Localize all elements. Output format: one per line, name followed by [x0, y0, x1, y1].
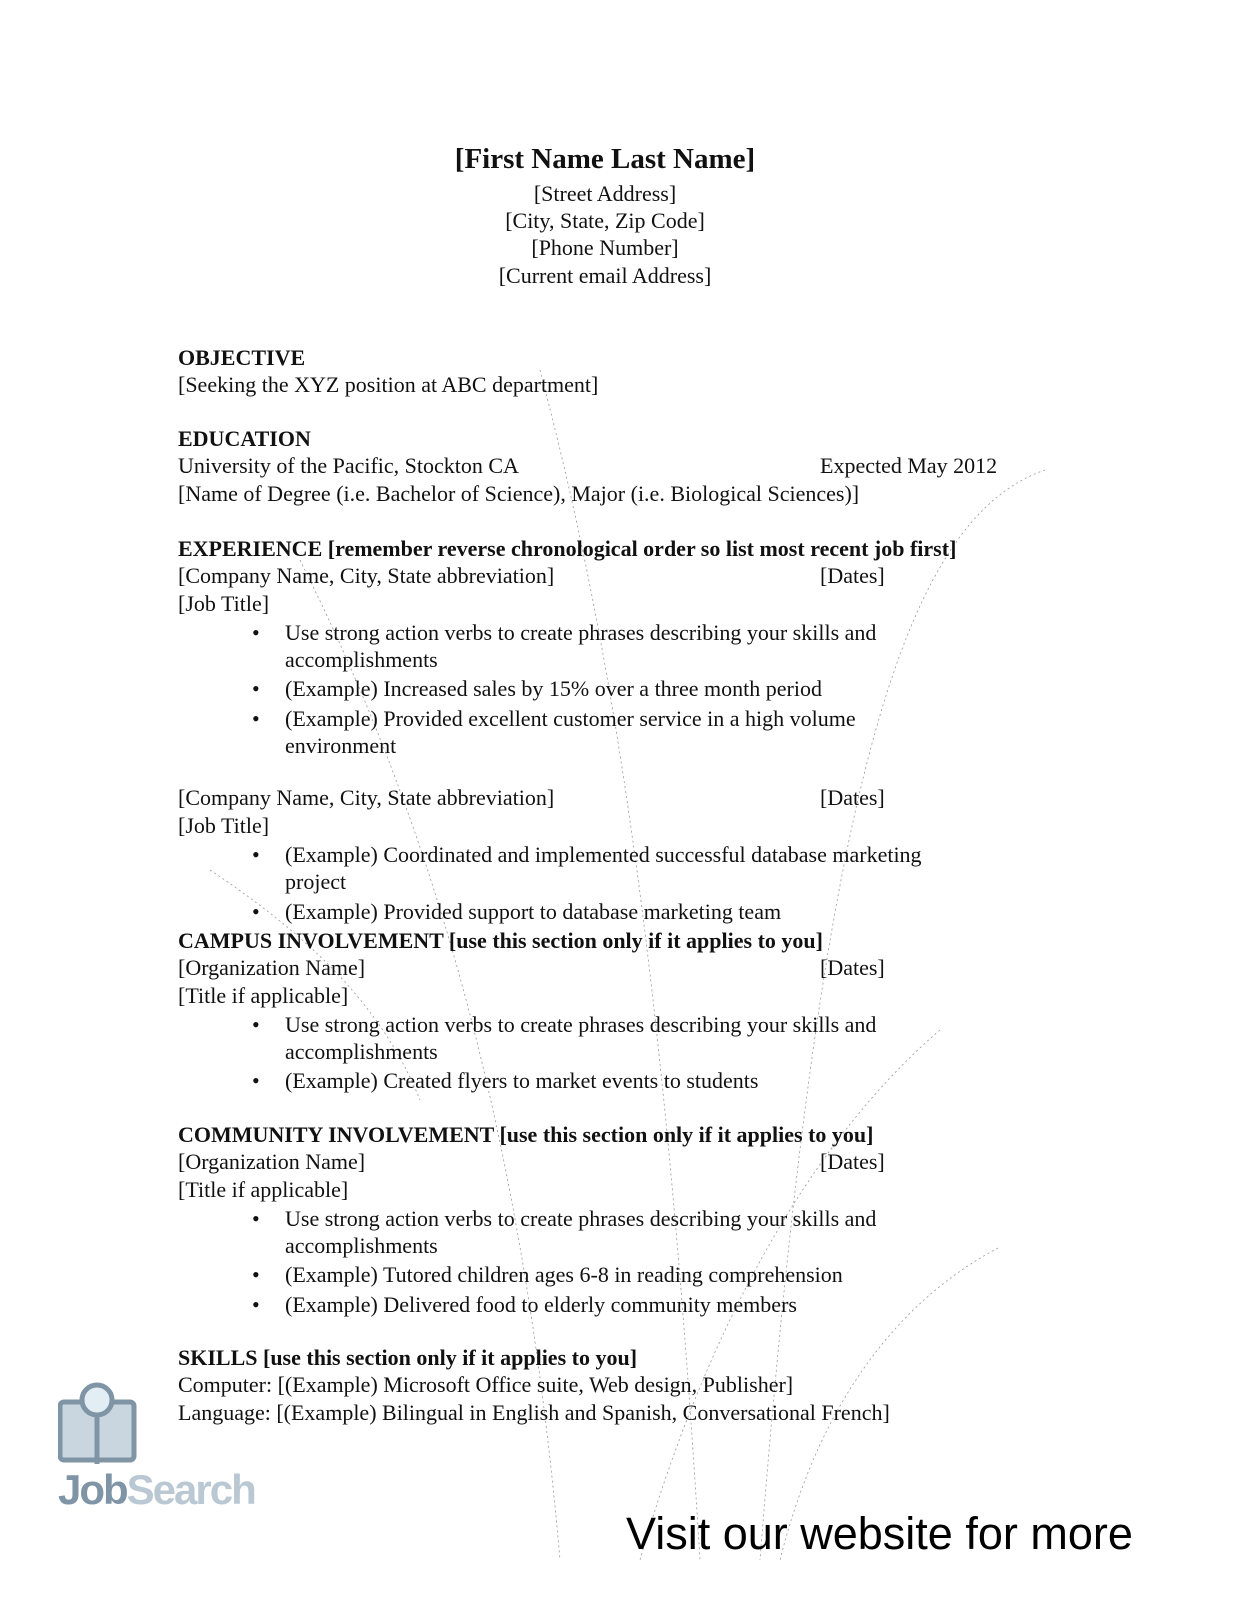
- entry-line: [178, 1148, 1078, 1175]
- entry: [178, 452, 1078, 507]
- entry-line: [178, 1371, 1078, 1398]
- entry-text: [Title if applicable]: [178, 1176, 349, 1202]
- entry-text: University of the Pacific, Stockton CA: [178, 453, 519, 479]
- section-heading: OBJECTIVE: [178, 345, 306, 370]
- entry-text: [Name of Degree (i.e. Bachelor of Science), Major (i.e. Biological Sciences)]: [178, 480, 860, 506]
- entry-text: [Organization Name]: [178, 1149, 366, 1175]
- jobsearch-logo-icon: [58, 1382, 198, 1473]
- section-heading: EXPERIENCE [remember reverse chronological order so list most recent job first]: [178, 536, 957, 561]
- section-heading: CAMPUS INVOLVEMENT [use this section only if it applies to you]: [178, 928, 823, 953]
- entry-text: [Title if applicable]: [178, 982, 349, 1008]
- entry-line: [178, 562, 1078, 589]
- section-community: [178, 1121, 1078, 1318]
- bullet-item: • (Example) Created flyers to market events to students: [178, 1067, 945, 1094]
- entry-line: [178, 784, 1078, 811]
- bullet-item: • (Example) Provided support to database marketing team: [178, 898, 945, 925]
- entry-line: [178, 954, 1078, 981]
- bullet-item: • (Example) Provided excellent customer service in a high volume environment: [178, 705, 945, 760]
- section-campus: [178, 927, 1078, 1095]
- bullet-item: • Use strong action verbs to create phrases describing your skills and accomplishments: [178, 1011, 945, 1066]
- entry: [178, 371, 1078, 398]
- logo-job: Job: [58, 1466, 127, 1513]
- bullet-item: • (Example) Tutored children ages 6-8 in reading comprehension: [178, 1261, 945, 1288]
- entry-line: [178, 480, 1078, 507]
- contact-city: [City, State, Zip Code]: [505, 208, 705, 233]
- section-skills: [178, 1344, 1078, 1426]
- contact-phone: [Phone Number]: [531, 235, 679, 260]
- bullet-item: • (Example) Increased sales by 15% over a three month period: [178, 675, 945, 702]
- visit-website-link[interactable]: Visit our website for more: [626, 1508, 1133, 1559]
- entry-text: [Seeking the XYZ position at ABC department]: [178, 372, 599, 398]
- entry-date: [Dates]: [820, 785, 885, 811]
- jobsearch-logo-text: [58, 1466, 255, 1514]
- entry-text: [Organization Name]: [178, 955, 366, 981]
- entry-line: [178, 812, 1078, 839]
- bullet-item: • (Example) Delivered food to elderly community members: [178, 1291, 945, 1318]
- section-heading: EDUCATION: [178, 426, 311, 451]
- entry-line: [178, 1399, 1078, 1426]
- entry-text: [Company Name, City, State abbreviation]: [178, 785, 555, 811]
- entry-line: [178, 452, 1078, 479]
- entry-text: [Job Title]: [178, 812, 270, 838]
- entry: [178, 1371, 1078, 1426]
- section-heading: COMMUNITY INVOLVEMENT [use this section only if it applies to you]: [178, 1122, 874, 1147]
- entry-date: [Dates]: [820, 563, 885, 589]
- entry: [178, 954, 1078, 1094]
- contact-email: [Current email Address]: [498, 263, 712, 288]
- entry-line: [178, 590, 1078, 617]
- entry: [178, 1148, 1078, 1318]
- entry-text: Computer: [(Example) Microsoft Office suite, Web design, Publisher]: [178, 1372, 794, 1398]
- logo-search: Search: [126, 1466, 255, 1513]
- section-objective: [178, 344, 1078, 399]
- entry-line: [178, 982, 1078, 1009]
- section-experience: [178, 535, 1078, 925]
- entry-text: Language: [(Example) Bilingual in English and Spanish, Conversational French]: [178, 1399, 890, 1425]
- resume-name: [First Name Last Name]: [454, 143, 756, 175]
- bullet-item: • Use strong action verbs to create phrases describing your skills and accomplishments: [178, 619, 945, 674]
- contact-street: [Street Address]: [533, 181, 677, 206]
- entry-text: [Job Title]: [178, 590, 270, 616]
- entry-line: [178, 1176, 1078, 1203]
- entry-text: [Company Name, City, State abbreviation]: [178, 563, 555, 589]
- section-heading: SKILLS [use this section only if it applies to you]: [178, 1345, 638, 1370]
- section-education: [178, 425, 1078, 507]
- entry-date: Expected May 2012: [820, 453, 998, 479]
- entry: [178, 784, 1078, 924]
- entry-date: [Dates]: [820, 1149, 885, 1175]
- entry-date: [Dates]: [820, 955, 885, 981]
- entry: [178, 562, 1078, 759]
- bullet-item: • Use strong action verbs to create phrases describing your skills and accomplishments: [178, 1205, 945, 1260]
- bullet-item: • (Example) Coordinated and implemented successful database marketing project: [178, 841, 945, 896]
- entry-line: [178, 371, 1078, 398]
